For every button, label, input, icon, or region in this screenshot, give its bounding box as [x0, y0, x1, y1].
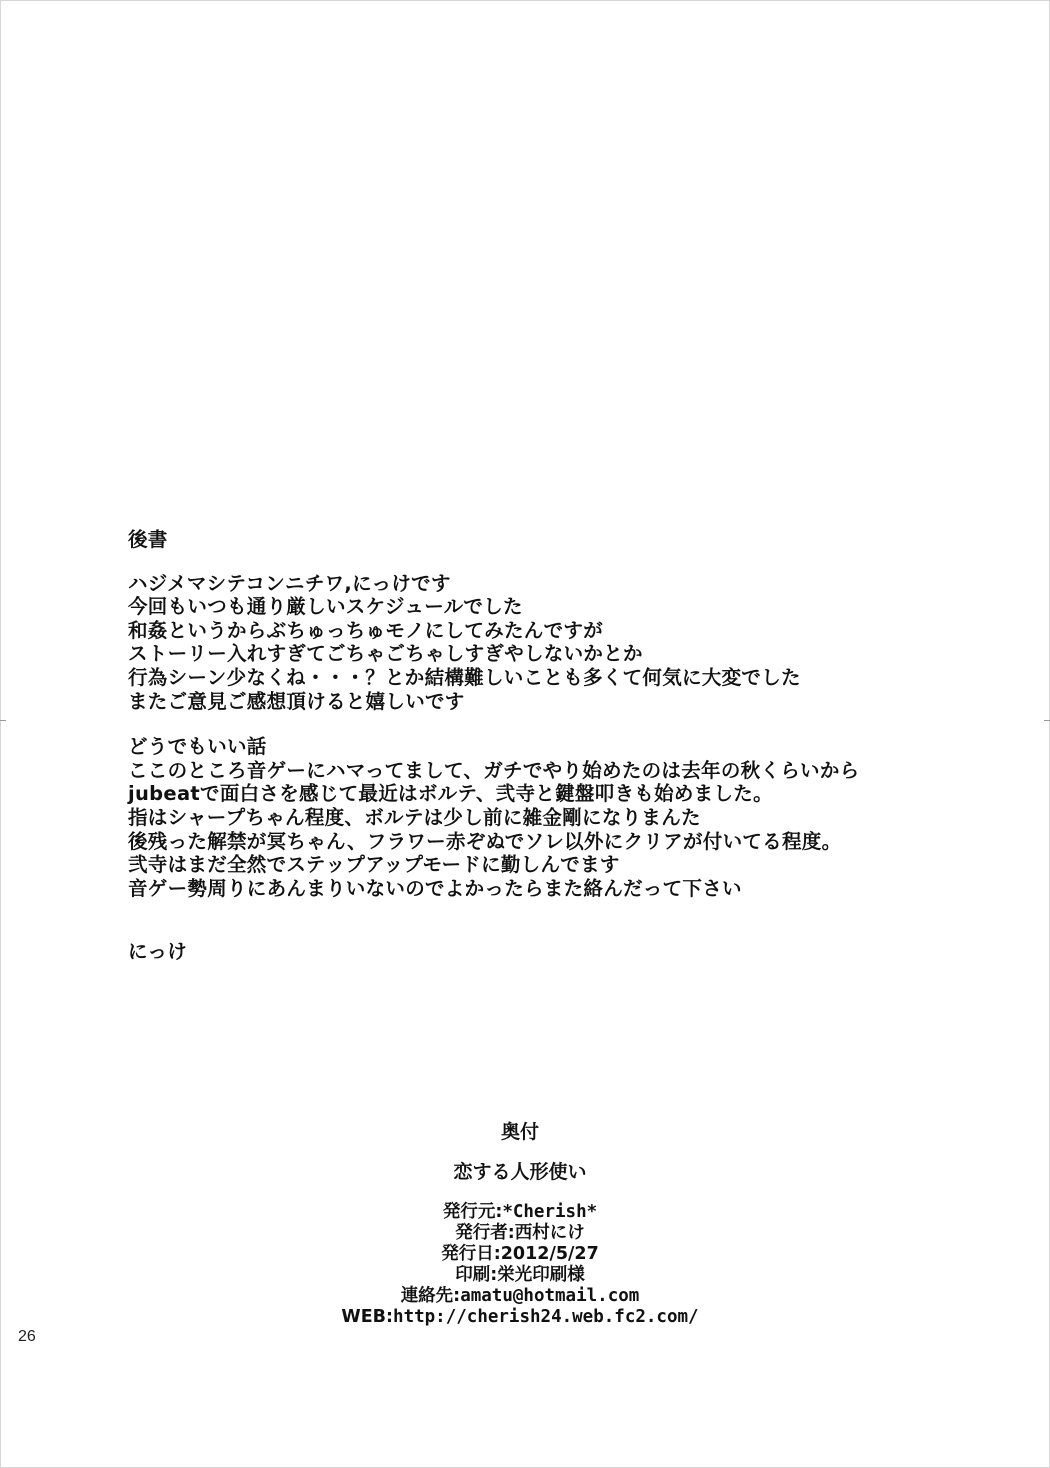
colophon-heading: 奥付 — [500, 1121, 539, 1143]
aside-line: どうでもいい話 — [128, 735, 267, 759]
issuer-value: 西村にけ — [514, 1223, 585, 1243]
intro-line: ストーリー入れすぎてごちゃごちゃしすぎやしないかとか — [128, 642, 643, 666]
printer-value: 栄光印刷様 — [497, 1265, 585, 1285]
date-label: 発行日: — [441, 1244, 501, 1264]
contact-label: 連絡先: — [400, 1286, 461, 1306]
printer-row — [300, 1265, 740, 1286]
issuer-label: 発行者: — [455, 1223, 515, 1243]
contact-row — [300, 1286, 740, 1307]
aside-line: ここのところ音ゲーにハマってまして、ガチでやり始めたのは去年の秋くらいから — [128, 758, 860, 782]
aside-line: jubeatで面白さを感じて最近はボルテ、弐寺と鍵盤叩きも始めました。 — [128, 782, 773, 806]
aside-line: 音ゲー勢周りにあんまりいないのでよかったらまた絡んだって下さい — [128, 876, 742, 900]
intro-line: 和姦というからぶちゅっちゅモノにしてみたんですが — [128, 618, 604, 642]
contact-email: amatu@hotmail.com — [460, 1286, 640, 1306]
aside-line: 指はシャープちゃん程度、ボルテは少し前に雑金剛になりまんた — [128, 805, 701, 829]
printer-label: 印刷: — [455, 1265, 498, 1285]
afterword-section — [128, 528, 1008, 964]
intro-line: 行為シーン少なくね・・・？とか結構難しいことも多くて何気に大変でした — [128, 665, 801, 689]
intro-line: またご意見ご感想頂けると嬉しいです — [128, 689, 465, 713]
crop-mark-right — [1044, 720, 1050, 721]
crop-mark-left — [0, 720, 6, 721]
publisher-label: 発行元: — [442, 1202, 503, 1222]
intro-line: ハジメマシテコンニチワ,にっけです — [128, 571, 451, 595]
publisher-value: *Cherish* — [502, 1202, 598, 1222]
intro-line: 今回もいつも通り厳しいスケジュールでした — [128, 595, 523, 619]
web-label: WEB: — [341, 1307, 394, 1327]
afterword-aside — [128, 735, 1008, 900]
page-number: 26 — [18, 1328, 36, 1345]
aside-line: 後残った解禁が冥ちゃん、フラワー赤ぞぬでソレ以外にクリアが付いてる程度。 — [128, 829, 842, 853]
web-row — [300, 1307, 740, 1328]
date-value: 2012/5/27 — [500, 1244, 599, 1264]
afterword-heading: 後書 — [128, 528, 168, 551]
issuer-row — [300, 1223, 740, 1244]
afterword-signature: にっけ — [128, 940, 188, 964]
date-row — [300, 1244, 740, 1265]
colophon-info — [300, 1202, 740, 1328]
book-title: 恋する人形使い — [453, 1161, 587, 1183]
publisher-row — [300, 1202, 740, 1223]
web-url: http://cherish24.web.fc2.com/ — [393, 1307, 699, 1327]
aside-line: 弐寺はまだ全然でステップアップモードに勤しんでます — [128, 853, 620, 877]
colophon-section — [300, 1120, 740, 1328]
afterword-intro — [128, 572, 1008, 714]
